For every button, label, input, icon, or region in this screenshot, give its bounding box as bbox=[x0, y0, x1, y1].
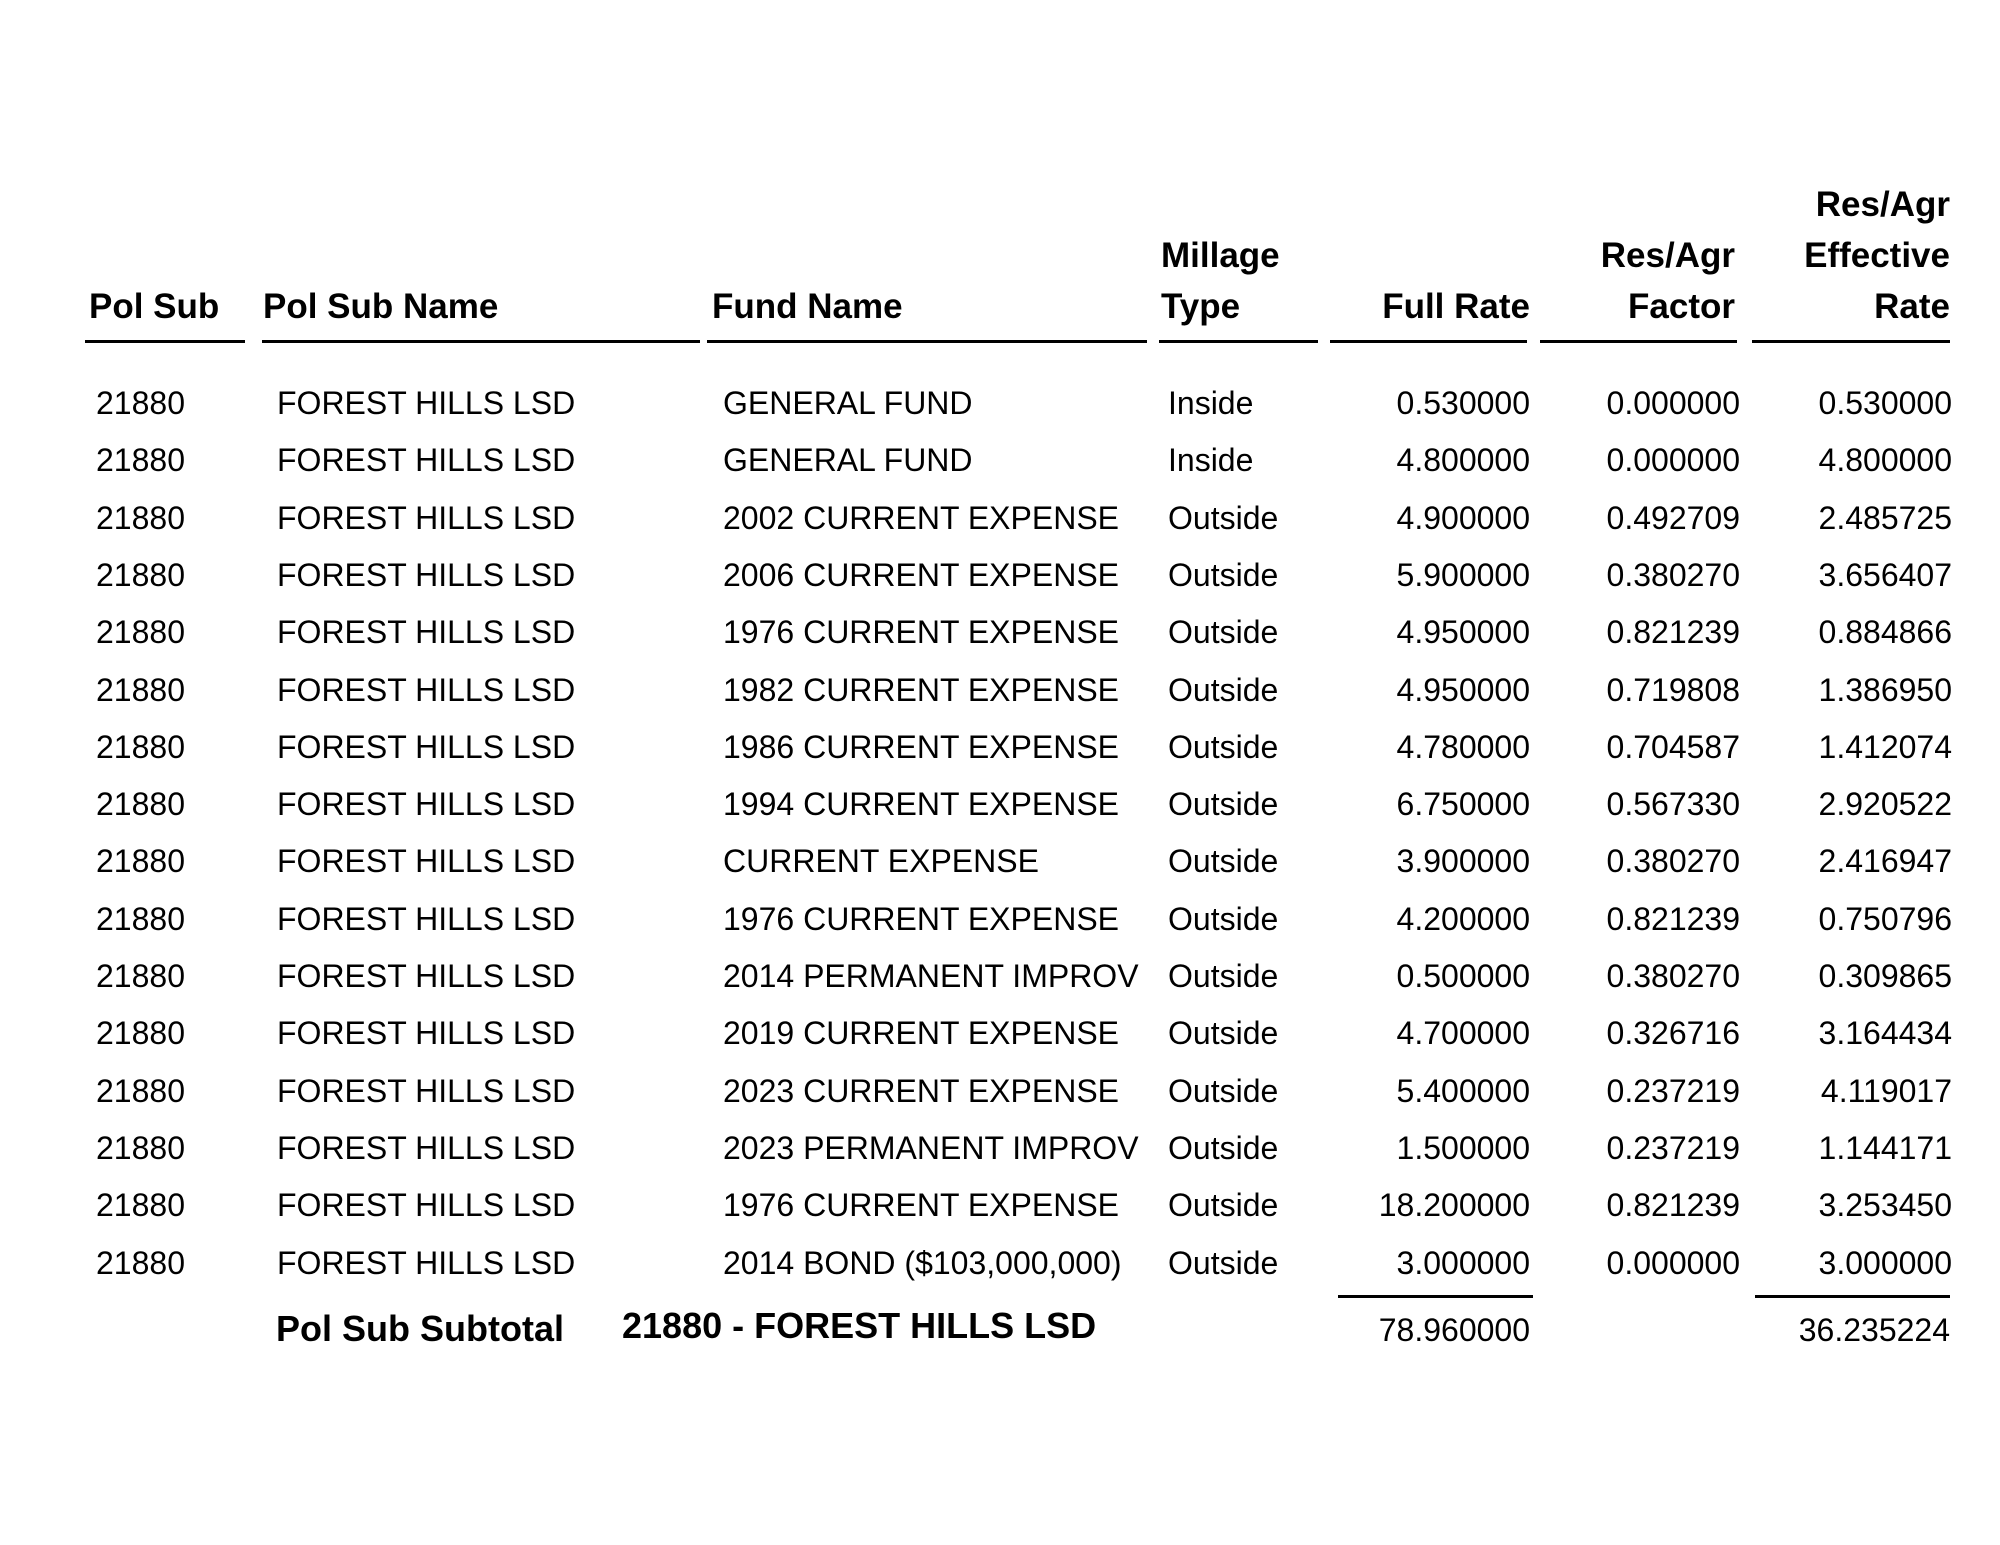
subtotal-full-rate: 78.960000 bbox=[1378, 1312, 1530, 1348]
cell-factor: 0.704587 bbox=[1606, 729, 1740, 765]
cell-effective-rate: 3.656407 bbox=[1818, 557, 1952, 593]
cell-factor: 0.821239 bbox=[1606, 614, 1740, 650]
cell-pol-sub: 21880 bbox=[96, 500, 185, 536]
cell-millage-type: Outside bbox=[1168, 843, 1279, 879]
cell-pol-sub-name: FOREST HILLS LSD bbox=[277, 1073, 576, 1109]
cell-factor: 0.237219 bbox=[1606, 1130, 1740, 1166]
cell-full-rate: 4.800000 bbox=[1396, 442, 1530, 478]
header-effective-rate bbox=[1740, 179, 1950, 332]
cell-full-rate: 5.900000 bbox=[1396, 557, 1530, 593]
cell-pol-sub-name: FOREST HILLS LSD bbox=[277, 1015, 576, 1051]
subtotal-effective-rate: 36.235224 bbox=[1798, 1312, 1950, 1348]
cell-full-rate: 4.900000 bbox=[1396, 500, 1530, 536]
cell-millage-type: Outside bbox=[1168, 729, 1279, 765]
cell-pol-sub: 21880 bbox=[96, 385, 185, 421]
cell-effective-rate: 3.253450 bbox=[1818, 1187, 1952, 1223]
header-factor bbox=[1530, 230, 1735, 332]
cell-millage-type: Outside bbox=[1168, 500, 1279, 536]
cell-effective-rate: 0.309865 bbox=[1818, 958, 1952, 994]
cell-fund-name: GENERAL FUND bbox=[723, 385, 973, 421]
cell-full-rate: 4.700000 bbox=[1396, 1015, 1530, 1051]
cell-full-rate: 3.000000 bbox=[1396, 1245, 1530, 1281]
cell-effective-rate: 3.164434 bbox=[1818, 1015, 1952, 1051]
cell-factor: 0.821239 bbox=[1606, 901, 1740, 937]
cell-pol-sub-name: FOREST HILLS LSD bbox=[277, 786, 576, 822]
header-fund-name bbox=[712, 281, 1012, 332]
cell-pol-sub: 21880 bbox=[96, 614, 185, 650]
cell-pol-sub: 21880 bbox=[96, 442, 185, 478]
cell-full-rate: 0.500000 bbox=[1396, 958, 1530, 994]
header-effective-rate-line: Effective bbox=[1804, 236, 1950, 275]
cell-millage-type: Outside bbox=[1168, 786, 1279, 822]
cell-factor: 0.380270 bbox=[1606, 958, 1740, 994]
cell-millage-type: Outside bbox=[1168, 958, 1279, 994]
cell-factor: 0.380270 bbox=[1606, 557, 1740, 593]
cell-millage-type: Outside bbox=[1168, 901, 1279, 937]
cell-pol-sub-name: FOREST HILLS LSD bbox=[277, 672, 576, 708]
cell-millage-type: Outside bbox=[1168, 672, 1279, 708]
cell-full-rate: 4.780000 bbox=[1396, 729, 1530, 765]
cell-fund-name: 1976 CURRENT EXPENSE bbox=[723, 614, 1119, 650]
cell-full-rate: 1.500000 bbox=[1396, 1130, 1530, 1166]
cell-millage-type: Outside bbox=[1168, 1245, 1279, 1281]
cell-pol-sub: 21880 bbox=[96, 786, 185, 822]
cell-effective-rate: 1.144171 bbox=[1818, 1130, 1952, 1166]
header-rule-full-rate bbox=[1330, 340, 1527, 343]
cell-pol-sub: 21880 bbox=[96, 729, 185, 765]
cell-factor: 0.567330 bbox=[1606, 786, 1740, 822]
cell-factor: 0.000000 bbox=[1606, 385, 1740, 421]
cell-effective-rate: 0.884866 bbox=[1818, 614, 1952, 650]
cell-pol-sub: 21880 bbox=[96, 958, 185, 994]
cell-factor: 0.380270 bbox=[1606, 843, 1740, 879]
cell-factor: 0.326716 bbox=[1606, 1015, 1740, 1051]
cell-fund-name: 1976 CURRENT EXPENSE bbox=[723, 1187, 1119, 1223]
header-effective-rate-line: Rate bbox=[1874, 287, 1950, 326]
cell-millage-type: Outside bbox=[1168, 1130, 1279, 1166]
cell-effective-rate: 1.412074 bbox=[1818, 729, 1952, 765]
cell-fund-name: 2014 PERMANENT IMPROV bbox=[723, 958, 1139, 994]
cell-pol-sub-name: FOREST HILLS LSD bbox=[277, 729, 576, 765]
cell-factor: 0.237219 bbox=[1606, 1073, 1740, 1109]
cell-millage-type: Outside bbox=[1168, 614, 1279, 650]
cell-fund-name: 1986 CURRENT EXPENSE bbox=[723, 729, 1119, 765]
cell-pol-sub-name: FOREST HILLS LSD bbox=[277, 614, 576, 650]
cell-pol-sub-name: FOREST HILLS LSD bbox=[277, 901, 576, 937]
cell-fund-name: 2014 BOND ($103,000,000) bbox=[723, 1245, 1122, 1281]
cell-effective-rate: 2.416947 bbox=[1818, 843, 1952, 879]
cell-fund-name: 1994 CURRENT EXPENSE bbox=[723, 786, 1119, 822]
cell-pol-sub-name: FOREST HILLS LSD bbox=[277, 958, 576, 994]
header-pol-sub-line: Pol Sub bbox=[89, 287, 220, 326]
header-rule-fund-name bbox=[707, 340, 1147, 343]
cell-pol-sub: 21880 bbox=[96, 843, 185, 879]
cell-fund-name: 2019 CURRENT EXPENSE bbox=[723, 1015, 1119, 1051]
cell-pol-sub: 21880 bbox=[96, 1015, 185, 1051]
cell-effective-rate: 2.485725 bbox=[1818, 500, 1952, 536]
cell-effective-rate: 0.530000 bbox=[1818, 385, 1952, 421]
cell-fund-name: 2023 PERMANENT IMPROV bbox=[723, 1130, 1139, 1166]
cell-full-rate: 6.750000 bbox=[1396, 786, 1530, 822]
header-factor-line: Res/Agr bbox=[1600, 236, 1735, 275]
cell-pol-sub: 21880 bbox=[96, 1073, 185, 1109]
cell-fund-name: CURRENT EXPENSE bbox=[723, 843, 1039, 879]
cell-full-rate: 4.200000 bbox=[1396, 901, 1530, 937]
cell-millage-type: Inside bbox=[1168, 385, 1254, 421]
cell-millage-type: Outside bbox=[1168, 1015, 1279, 1051]
cell-millage-type: Outside bbox=[1168, 557, 1279, 593]
cell-pol-sub: 21880 bbox=[96, 1130, 185, 1166]
cell-effective-rate: 1.386950 bbox=[1818, 672, 1952, 708]
header-millage-type-line: Millage bbox=[1161, 236, 1280, 275]
full-rate-total-rule bbox=[1338, 1295, 1533, 1298]
cell-effective-rate: 3.000000 bbox=[1818, 1245, 1952, 1281]
cell-pol-sub-name: FOREST HILLS LSD bbox=[277, 1245, 576, 1281]
effective-rate-total-rule bbox=[1755, 1295, 1950, 1298]
cell-effective-rate: 4.119017 bbox=[1820, 1073, 1952, 1109]
cell-fund-name: GENERAL FUND bbox=[723, 442, 973, 478]
header-effective-rate-line: Res/Agr bbox=[1815, 185, 1950, 224]
cell-pol-sub-name: FOREST HILLS LSD bbox=[277, 500, 576, 536]
cell-full-rate: 0.530000 bbox=[1396, 385, 1530, 421]
cell-pol-sub-name: FOREST HILLS LSD bbox=[277, 1187, 576, 1223]
cell-full-rate: 4.950000 bbox=[1396, 614, 1530, 650]
header-rule-factor bbox=[1540, 340, 1737, 343]
header-rule-effective-rate bbox=[1752, 340, 1950, 343]
header-factor-line: Factor bbox=[1628, 287, 1735, 326]
header-millage-type-line: Type bbox=[1161, 287, 1241, 326]
cell-factor: 0.000000 bbox=[1606, 1245, 1740, 1281]
cell-pol-sub-name: FOREST HILLS LSD bbox=[277, 385, 576, 421]
header-pol-sub bbox=[89, 281, 244, 332]
cell-pol-sub-name: FOREST HILLS LSD bbox=[277, 557, 576, 593]
cell-factor: 0.719808 bbox=[1606, 672, 1740, 708]
cell-factor: 0.821239 bbox=[1606, 1187, 1740, 1223]
cell-effective-rate: 2.920522 bbox=[1818, 786, 1952, 822]
cell-fund-name: 2006 CURRENT EXPENSE bbox=[723, 557, 1119, 593]
cell-pol-sub: 21880 bbox=[96, 672, 185, 708]
cell-full-rate: 5.400000 bbox=[1396, 1073, 1530, 1109]
cell-fund-name: 1976 CURRENT EXPENSE bbox=[723, 901, 1119, 937]
cell-factor: 0.000000 bbox=[1606, 442, 1740, 478]
cell-pol-sub: 21880 bbox=[96, 557, 185, 593]
header-rule-millage-type bbox=[1159, 340, 1318, 343]
cell-pol-sub-name: FOREST HILLS LSD bbox=[277, 843, 576, 879]
header-fund-name-line: Fund Name bbox=[712, 287, 903, 326]
cell-full-rate: 3.900000 bbox=[1396, 843, 1530, 879]
header-full-rate bbox=[1330, 281, 1530, 332]
cell-effective-rate: 4.800000 bbox=[1818, 442, 1952, 478]
cell-factor: 0.492709 bbox=[1606, 500, 1740, 536]
header-millage-type bbox=[1161, 230, 1331, 332]
cell-pol-sub: 21880 bbox=[96, 901, 185, 937]
cell-pol-sub: 21880 bbox=[96, 1245, 185, 1281]
cell-pol-sub-name: FOREST HILLS LSD bbox=[277, 1130, 576, 1166]
subtotal-name: 21880 - FOREST HILLS LSD bbox=[622, 1305, 1097, 1346]
header-full-rate-line: Full Rate bbox=[1382, 287, 1530, 326]
subtotal-label: Pol Sub Subtotal bbox=[276, 1308, 564, 1349]
cell-fund-name: 1982 CURRENT EXPENSE bbox=[723, 672, 1119, 708]
cell-pol-sub: 21880 bbox=[96, 1187, 185, 1223]
header-pol-sub-name-line: Pol Sub Name bbox=[263, 287, 499, 326]
cell-millage-type: Inside bbox=[1168, 442, 1254, 478]
cell-fund-name: 2023 CURRENT EXPENSE bbox=[723, 1073, 1119, 1109]
cell-pol-sub-name: FOREST HILLS LSD bbox=[277, 442, 576, 478]
cell-millage-type: Outside bbox=[1168, 1073, 1279, 1109]
cell-full-rate: 4.950000 bbox=[1396, 672, 1530, 708]
cell-millage-type: Outside bbox=[1168, 1187, 1279, 1223]
cell-full-rate: 18.200000 bbox=[1378, 1187, 1530, 1223]
header-pol-sub-name bbox=[263, 281, 613, 332]
cell-effective-rate: 0.750796 bbox=[1818, 901, 1952, 937]
cell-fund-name: 2002 CURRENT EXPENSE bbox=[723, 500, 1119, 536]
header-rule-pol-sub bbox=[85, 340, 245, 343]
header-rule-pol-sub-name bbox=[262, 340, 700, 343]
